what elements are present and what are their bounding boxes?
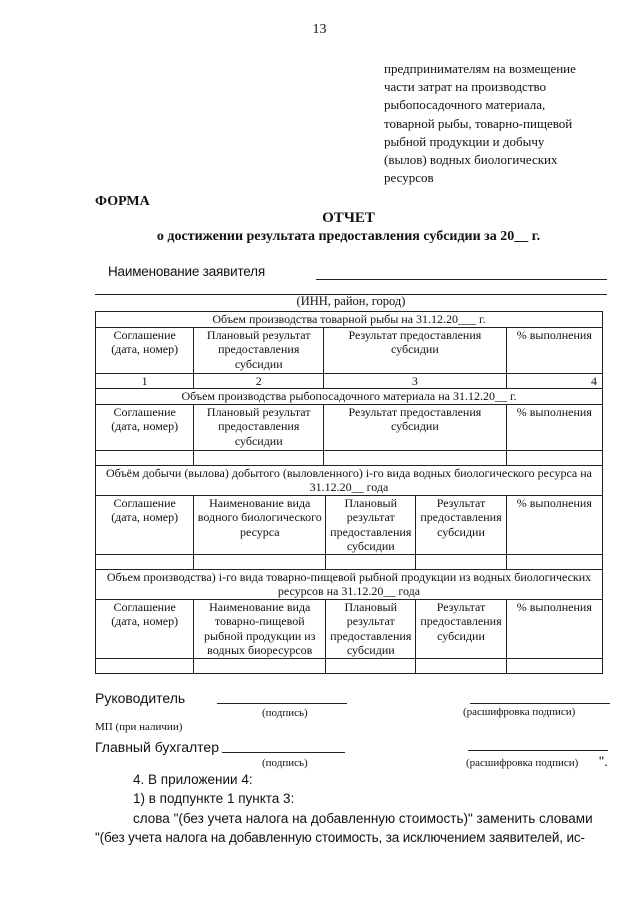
- accountant-signature-line: [222, 752, 345, 753]
- table-section-title: [96, 569, 603, 599]
- section-title-cell: Объем производства товарной рыбы на 31.12.20___ г.: [96, 312, 603, 328]
- head-label: Руководитель: [95, 690, 186, 706]
- accountant-signature-caption: (подпись): [262, 757, 308, 769]
- empty-cell: [506, 450, 602, 465]
- table-row: [96, 373, 603, 389]
- empty-cell: [326, 658, 416, 673]
- head-signature-caption: (подпись): [262, 707, 308, 719]
- column-number-cell: 3: [324, 373, 506, 389]
- table-section-title: [96, 389, 603, 405]
- header-cell: Результат предоставления субсидии: [416, 599, 506, 658]
- header-cell: Наименование вида водного биологического ресурса: [194, 495, 326, 554]
- empty-cell: [96, 554, 194, 569]
- applicant-name-label: Наименование заявителя: [108, 264, 265, 279]
- section-title-cell: Объём добычи (вылова) добытого (выловленного) i-го вида водных биологического ресурса на 31.12.20__ года: [96, 465, 603, 495]
- header-cell: Плановый результат предоставления субсидии: [326, 495, 416, 554]
- table-section-title: [96, 312, 603, 328]
- empty-cell: [416, 554, 506, 569]
- header-cell: % выполнения: [506, 495, 602, 554]
- empty-cell: [194, 658, 326, 673]
- table-header-row: [96, 495, 603, 554]
- form-label: ФОРМА: [95, 194, 150, 209]
- header-address-block: [384, 60, 624, 187]
- empty-cell: [324, 450, 506, 465]
- table-header-row: [96, 404, 603, 450]
- page-number: 13: [312, 22, 327, 37]
- inn-caption: (ИНН, район, город): [296, 294, 406, 308]
- empty-cell: [506, 554, 602, 569]
- header-cell: Соглашение (дата, номер): [96, 404, 194, 450]
- address-line: части затрат на производство: [384, 79, 547, 95]
- empty-cell: [194, 554, 326, 569]
- empty-cell: [96, 450, 194, 465]
- table-header-row: [96, 327, 603, 373]
- header-cell: Плановый результат предоставления субсидии: [194, 404, 324, 450]
- empty-cell: [506, 658, 602, 673]
- report-table: [95, 311, 603, 674]
- header-cell: Плановый результат предоставления субсидии: [194, 327, 324, 373]
- empty-cell: [194, 450, 324, 465]
- column-number-cell: 4: [506, 373, 602, 389]
- address-line: товарной рыбы, товарно-пищевой: [384, 115, 573, 131]
- head-decoding-line: [470, 703, 610, 704]
- body-line-4: "(без учета налога на добавленную стоимость, за исключением заявителей, ис-: [95, 830, 585, 845]
- header-cell: Наименование вида товарно-пищевой рыбной продукции из водных биоресурсов: [194, 599, 326, 658]
- header-cell: Плановый результат предоставления субсидии: [326, 599, 416, 658]
- table-row: [96, 658, 603, 673]
- header-cell: Соглашение (дата, номер): [96, 327, 194, 373]
- section-title-cell: Объем производства рыбопосадочного материала на 31.12.20__ г.: [96, 389, 603, 405]
- accountant-label: Главный бухгалтер: [95, 739, 219, 755]
- address-line: предпринимателям на возмещение: [384, 61, 576, 76]
- table-header-row: [96, 599, 603, 658]
- closing-quote: ".: [599, 753, 608, 769]
- header-cell: Результат предоставления субсидии: [324, 404, 506, 450]
- header-cell: Соглашение (дата, номер): [96, 495, 194, 554]
- address-line: (вылов) водных биологических: [384, 152, 558, 168]
- column-number-cell: 2: [194, 373, 324, 389]
- body-line-2: 1) в подпункте 1 пункта 3:: [133, 791, 295, 806]
- header-cell: Соглашение (дата, номер): [96, 599, 194, 658]
- empty-cell: [96, 658, 194, 673]
- report-title: ОТЧЕТ: [322, 210, 375, 226]
- body-line-3: слова "(без учета налога на добавленную стоимость)" заменить словами: [133, 811, 593, 826]
- section-title-cell: Объем производства) i-го вида товарно-пищевой рыбной продукции из водных биологических ресурсов на 31.12.20__ года: [96, 569, 603, 599]
- body-line-1: 4. В приложении 4:: [133, 772, 253, 787]
- header-cell: Результат предоставления субсидии: [324, 327, 506, 373]
- empty-cell: [326, 554, 416, 569]
- table-section-title: [96, 465, 603, 495]
- address-line: ресурсов: [384, 170, 434, 186]
- accountant-decoding-line: [468, 750, 608, 751]
- head-decoding-caption: (расшифровка подписи): [463, 706, 576, 718]
- header-cell: Результат предоставления субсидии: [416, 495, 506, 554]
- header-cell: % выполнения: [506, 404, 602, 450]
- empty-cell: [416, 658, 506, 673]
- applicant-name-line: [316, 279, 607, 280]
- stamp-label: МП (при наличии): [95, 721, 183, 733]
- table-row: [96, 450, 603, 465]
- head-signature-line: [217, 703, 347, 704]
- table-row: [96, 554, 603, 569]
- report-subtitle: о достижении результата предоставления субсидии за 20__ г.: [156, 229, 541, 244]
- column-number-cell: 1: [96, 373, 194, 389]
- header-cell: % выполнения: [506, 599, 602, 658]
- address-line: рыбной продукции и добычу: [384, 133, 545, 149]
- address-line: рыбопосадочного материала,: [384, 97, 546, 113]
- accountant-decoding-caption: (расшифровка подписи): [466, 757, 579, 769]
- header-cell: % выполнения: [506, 327, 602, 373]
